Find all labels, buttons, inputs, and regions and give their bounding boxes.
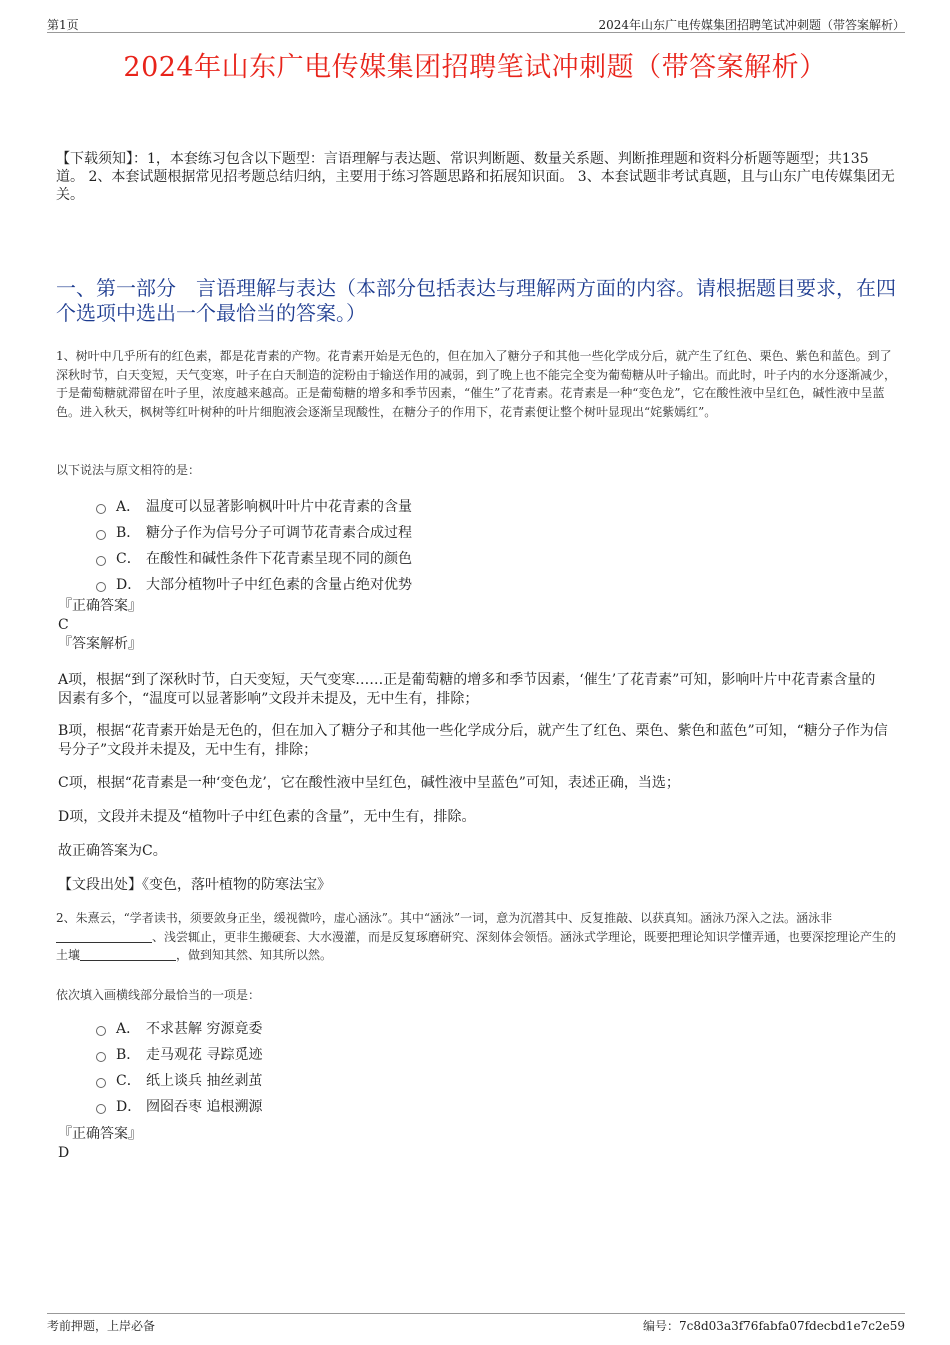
option-text: 纸上谈兵 抽丝剥茧	[146, 1073, 263, 1089]
question-1-text: 1、树叶中几乎所有的红色素，都是花青素的产物。花青素开始是无色的，但在加入了糖分子和其他一些化学成分后，就产生了红色、栗色、紫色和蓝色。到了深秋时节，白天变短，天气变寒，叶子在白天制造的淀粉由于输送作用的减弱，到了晚上也不能完全变为葡萄糖从叶子输出。而此时，叶子内的水分逐渐减少，于是葡萄糖就滞留在叶子里，浓度越来越高。正是葡萄糖的增多和季节因素，“催生”了花青素。花青素是一种“变色龙”，它在酸性液中呈红色，碱性液中呈蓝色。进入秋天，枫树等红叶树种的叶片细胞液会逐渐呈现酸性，在糖分子的作用下，花青素便让整个树叶显现出“姹紫嫣红”。	[56, 349, 897, 419]
header-doc-title: 2024年山东广电传媒集团招聘笔试冲刺题（带答案解析）	[598, 18, 905, 32]
option-d[interactable]: D． 大部分植物叶子中红色素的含量占绝对优势	[96, 571, 412, 597]
footer-slogan: 考前押题，上岸必备	[47, 1319, 156, 1333]
analysis-conclusion: 故正确答案为C。	[58, 843, 167, 859]
option-d[interactable]: D． 囫囵吞枣 追根溯源	[96, 1093, 262, 1119]
download-notice: 【下载须知】：1，本套练习包含以下题型：言语理解与表达题、常识判断题、数量关系题、判断推理题和资料分析题等题型；共135道。 2、本套试题根据常见招考题总结归纳，主要用于练习答题思路和拓展知识面。 3、本套试题非考试真题，且与山东广电传媒集团无关。	[56, 151, 895, 203]
option-text: 糖分子作为信号分子可调节花青素合成过程	[146, 525, 412, 541]
analysis-c: C项，根据“花青素是一种‘变色龙’，它在酸性液中呈红色，碱性液中呈蓝色”可知，表述正确，当选；	[58, 775, 680, 791]
option-text: 走马观花 寻踪觅迹	[146, 1047, 263, 1063]
question-1-prompt: 以下说法与原文相符的是：	[56, 463, 201, 477]
option-b[interactable]: B． 糖分子作为信号分子可调节花青素合成过程	[96, 519, 412, 545]
option-text: 在酸性和碱性条件下花青素呈现不同的颜色	[146, 551, 412, 567]
page-number: 第1页	[47, 18, 79, 32]
radio-icon[interactable]	[96, 504, 106, 514]
footer-id: 编号：7c8d03a3f76fabfa07fdecbd1e7c2e59	[643, 1319, 905, 1333]
option-text: 温度可以显著影响枫叶叶片中花青素的含量	[146, 499, 412, 515]
question-2-answer	[58, 1125, 142, 1163]
option-text: 囫囵吞枣 追根溯源	[146, 1099, 263, 1115]
option-a[interactable]: A． 不求甚解 穷源竟委	[96, 1015, 262, 1041]
page-header	[47, 14, 905, 33]
fill-blank	[80, 948, 176, 961]
analysis-a: A项，根据“到了深秋时节，白天变短，天气变寒……正是葡萄糖的增多和季节因素，‘催生’了花青素”可知，影响叶片中花青素含量的因素有多个，“温度可以显著影响”文段并未提及，无中生有，排除；	[58, 672, 876, 707]
page-footer	[47, 1313, 905, 1334]
radio-icon[interactable]	[96, 1104, 106, 1114]
radio-icon[interactable]	[96, 1052, 106, 1062]
radio-icon[interactable]	[96, 582, 106, 592]
answer-label: 『正确答案』	[58, 598, 142, 614]
option-b[interactable]: B． 走马观花 寻踪觅迹	[96, 1041, 262, 1067]
question-1-answer	[58, 597, 142, 654]
radio-icon[interactable]	[96, 1026, 106, 1036]
fill-blank	[56, 930, 152, 943]
passage-source: 【文段出处】《变色，落叶植物的防寒法宝》	[58, 877, 331, 893]
section-heading: 一、第一部分 言语理解与表达（本部分包括表达与理解两方面的内容。请根据题目要求，在四个选项中选出一个最恰当的答案。）	[56, 276, 896, 325]
radio-icon[interactable]	[96, 530, 106, 540]
radio-icon[interactable]	[96, 1078, 106, 1088]
analysis-d: D项，文段并未提及“植物叶子中红色素的含量”，无中生有，排除。	[58, 809, 476, 825]
document-title: 2024年山东广电传媒集团招聘笔试冲刺题（带答案解析）	[123, 52, 827, 83]
question-2-options	[96, 1015, 262, 1119]
option-text: 大部分植物叶子中红色素的含量占绝对优势	[146, 577, 412, 593]
option-text: 不求甚解 穷源竟委	[146, 1021, 263, 1037]
answer-label: 『正确答案』	[58, 1126, 142, 1142]
answer-value: D	[58, 1145, 70, 1161]
option-c[interactable]: C． 纸上谈兵 抽丝剥茧	[96, 1067, 262, 1093]
option-a[interactable]: A． 温度可以显著影响枫叶叶片中花青素的含量	[96, 493, 412, 519]
answer-value: C	[58, 617, 69, 633]
radio-icon[interactable]	[96, 556, 106, 566]
question-2-prompt: 依次填入画横线部分最恰当的一项是：	[56, 988, 261, 1002]
analysis-b: B项，根据“花青素开始是无色的，但在加入了糖分子和其他一些化学成分后，就产生了红色、栗色、紫色和蓝色”可知，“糖分子作为信号分子”文段并未提及，无中生有，排除；	[58, 723, 888, 758]
option-c[interactable]: C． 在酸性和碱性条件下花青素呈现不同的颜色	[96, 545, 412, 571]
analysis-label: 『答案解析』	[58, 636, 142, 652]
question-1-options	[96, 493, 412, 597]
question-2-text: 2、朱熹云，“学者读书，须要敛身正坐，缓视微吟，虚心涵泳”。其中“涵泳”一词，意为沉潜其中、反复推敲、以获真知。涵泳乃深入之法。涵泳非、浅尝辄止，更非生搬硬套、大水漫灌，而是反复琢磨研究、深刻体会领悟。涵泳式学理论，既要把理论知识学懂弄通，也要深挖理论产生的土壤 ，做到知其然、知其所以然。	[56, 911, 897, 962]
